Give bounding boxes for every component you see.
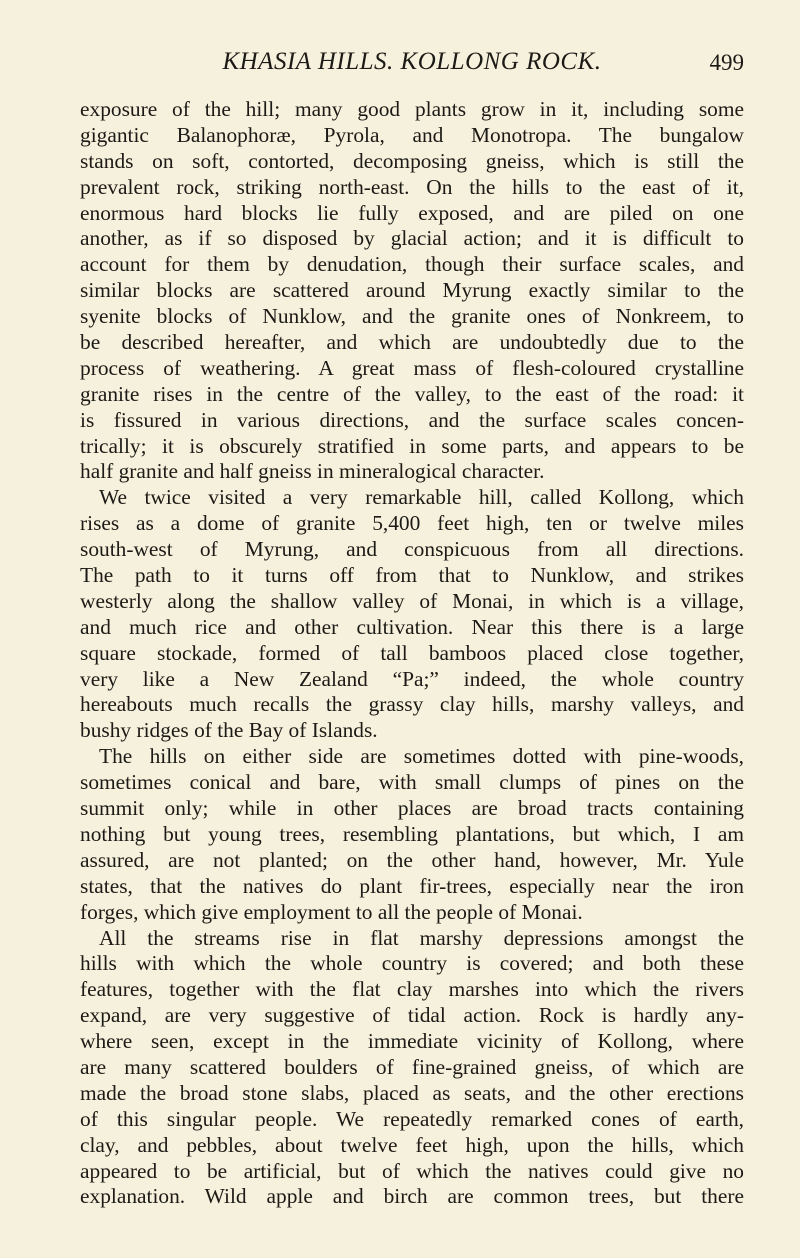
running-head: KHASIA HILLS. KOLLONG ROCK. <box>222 48 602 75</box>
text-line: syenite blocks of Nunklow, and the granite ones of Nonkreem, to <box>80 304 744 329</box>
text-line: All the streams rise in flat marshy depressions amongst the <box>99 925 744 950</box>
text-line: features, together with the flat clay marshes into which the rivers <box>80 977 744 1002</box>
text-line: rises as a dome of granite 5,400 feet high, ten or twelve miles <box>80 511 744 536</box>
text-line: hereabouts much recalls the grassy clay hills, marshy valleys, and <box>80 692 744 717</box>
text-line: south-west of Myrung, and conspicuous from all directions. <box>80 537 744 562</box>
text-line: prevalent rock, striking north-east. On the hills to the east of it, <box>80 174 744 199</box>
page-header <box>80 48 744 88</box>
text-line: very like a New Zealand “Pa;” indeed, the whole country <box>80 666 744 691</box>
text-line: nothing but young trees, resembling plantations, but which, I am <box>80 821 744 846</box>
text-line: process of weathering. A great mass of flesh-coloured crystalline <box>80 355 744 380</box>
text-line: The hills on either side are sometimes dotted with pine-woods, <box>99 744 744 769</box>
paragraph <box>80 97 744 485</box>
text-line: account for them by denudation, though their surface scales, and <box>80 252 744 277</box>
text-line: hills with which the whole country is covered; and both these <box>80 951 744 976</box>
text-line: where seen, except in the immediate vicinity of Kollong, where <box>80 1029 744 1054</box>
body-text <box>80 97 744 1210</box>
text-line: summit only; while in other places are broad tracts containing <box>80 796 744 821</box>
text-line: half granite and half gneiss in mineralogical character. <box>80 459 545 484</box>
text-line: expand, are very suggestive of tidal action. Rock is hardly any- <box>80 1003 744 1028</box>
paragraph <box>80 744 744 925</box>
text-line: appeared to be artificial, but of which the natives could give no <box>80 1158 744 1183</box>
text-line: explanation. Wild apple and birch are common trees, but there <box>80 1184 744 1209</box>
paragraph <box>80 926 744 1211</box>
text-line: states, that the natives do plant fir-trees, especially near the iron <box>80 873 744 898</box>
text-line: trically; it is obscurely stratified in some parts, and appears to be <box>80 433 744 458</box>
text-line: We twice visited a very remarkable hill, called Kollong, which <box>99 485 744 510</box>
text-line: square stockade, formed of tall bamboos placed close together, <box>80 640 744 665</box>
text-line: be described hereafter, and which are undoubtedly due to the <box>80 330 744 355</box>
text-line: of this singular people. We repeatedly remarked cones of earth, <box>80 1106 744 1131</box>
text-line: westerly along the shallow valley of Monai, in which is a village, <box>80 588 744 613</box>
text-line: gigantic Balanophoræ, Pyrola, and Monotropa. The bungalow <box>80 122 744 147</box>
text-line: similar blocks are scattered around Myrung exactly similar to the <box>80 278 744 303</box>
text-line: clay, and pebbles, about twelve feet high, upon the hills, which <box>80 1132 744 1157</box>
text-line: another, as if so disposed by glacial action; and it is difficult to <box>80 226 744 251</box>
text-line: enormous hard blocks lie fully exposed, and are piled on one <box>80 200 744 225</box>
text-line: forges, which give employment to all the people of Monai. <box>80 899 583 924</box>
text-line: stands on soft, contorted, decomposing gneiss, which is still the <box>80 148 744 173</box>
text-line: is fissured in various directions, and the surface scales concen- <box>80 407 744 432</box>
page-number: 499 <box>709 50 744 75</box>
text-line: bushy ridges of the Bay of Islands. <box>80 718 378 743</box>
text-line: granite rises in the centre of the valley, to the east of the road: it <box>80 381 744 406</box>
paragraph <box>80 485 744 744</box>
text-line: are many scattered boulders of fine-grained gneiss, of which are <box>80 1054 744 1079</box>
text-line: made the broad stone slabs, placed as seats, and the other erections <box>80 1080 744 1105</box>
text-line: and much rice and other cultivation. Near this there is a large <box>80 614 744 639</box>
text-line: The path to it turns off from that to Nunklow, and strikes <box>80 563 744 588</box>
text-line: assured, are not planted; on the other hand, however, Mr. Yule <box>80 847 744 872</box>
text-line: sometimes conical and bare, with small clumps of pines on the <box>80 770 744 795</box>
text-line: exposure of the hill; many good plants grow in it, including some <box>80 97 744 121</box>
